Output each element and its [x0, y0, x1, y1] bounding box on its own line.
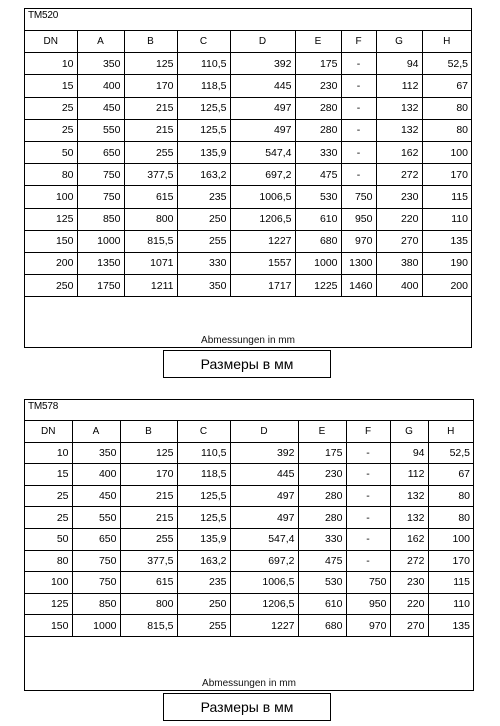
table-cell: 25 — [25, 507, 72, 529]
table-cell: 1206,5 — [230, 593, 298, 615]
table-caption: Abmessungen in mm — [201, 335, 295, 346]
table-cell: 650 — [72, 528, 120, 550]
table-cell: 170 — [124, 75, 177, 97]
russian-caption: Размеры в мм — [163, 693, 331, 721]
table-cell: 497 — [230, 485, 298, 507]
table-cell: 250 — [177, 593, 230, 615]
column-header: D — [230, 421, 298, 443]
table-cell: 350 — [72, 442, 120, 464]
table-cell: 230 — [298, 464, 346, 486]
table-cell: 280 — [298, 507, 346, 529]
column-header: DN — [25, 421, 72, 443]
table-cell: 125,5 — [177, 119, 230, 141]
table-cell: 200 — [422, 275, 471, 297]
table-cell: 255 — [124, 141, 177, 163]
table-cell: 350 — [177, 275, 230, 297]
table-cell: 125,5 — [177, 97, 230, 119]
table-cell: 280 — [295, 119, 341, 141]
table-cell: 800 — [124, 208, 177, 230]
table-cell: 750 — [346, 572, 390, 594]
table-cell: - — [346, 464, 390, 486]
table-cell: 1460 — [341, 275, 376, 297]
table-cell: 750 — [77, 164, 124, 186]
table-cell: 125 — [124, 53, 177, 75]
table-cell: 80 — [25, 164, 77, 186]
table-cell: 1300 — [341, 252, 376, 274]
table-cell: - — [346, 442, 390, 464]
table-cell: 970 — [341, 230, 376, 252]
table-cell: 250 — [177, 208, 230, 230]
column-header: DN — [25, 31, 77, 53]
table-cell: - — [346, 507, 390, 529]
table-cell: 255 — [177, 230, 230, 252]
table-cell: 1000 — [77, 230, 124, 252]
table-cell: - — [341, 164, 376, 186]
table-cell: - — [341, 75, 376, 97]
table-row — [25, 141, 471, 163]
table-cell: 1225 — [295, 275, 341, 297]
table-cell: 750 — [72, 550, 120, 572]
table-row — [25, 119, 471, 141]
column-header: F — [346, 421, 390, 443]
table-cell: - — [346, 528, 390, 550]
dimension-table-panel — [24, 399, 474, 691]
column-header: A — [77, 31, 124, 53]
table-cell: 125 — [25, 208, 77, 230]
table-cell: 750 — [341, 186, 376, 208]
table-cell: 132 — [376, 119, 422, 141]
table-cell: 135 — [422, 230, 471, 252]
table-cell: 215 — [120, 507, 177, 529]
table-cell: 255 — [177, 615, 230, 637]
table-cell: 750 — [72, 572, 120, 594]
table-cell: 135,9 — [177, 528, 230, 550]
table-cell: 112 — [390, 464, 428, 486]
table-cell: 15 — [25, 75, 77, 97]
column-header: G — [390, 421, 428, 443]
table-row — [25, 97, 471, 119]
table-cell: 1006,5 — [230, 186, 295, 208]
table-cell: 94 — [390, 442, 428, 464]
table-cell: 132 — [376, 97, 422, 119]
table-header-row — [25, 421, 473, 443]
table-row — [25, 230, 471, 252]
table-cell: 135,9 — [177, 141, 230, 163]
table-cell: 80 — [428, 485, 473, 507]
table-cell: 850 — [72, 593, 120, 615]
table-cell: 377,5 — [124, 164, 177, 186]
table-cell: 80 — [428, 507, 473, 529]
table-cell: 230 — [376, 186, 422, 208]
table-cell: 80 — [25, 550, 72, 572]
table-cell: 52,5 — [428, 442, 473, 464]
table-cell: 380 — [376, 252, 422, 274]
table-cell: 25 — [25, 97, 77, 119]
column-header: H — [422, 31, 471, 53]
table-cell: 680 — [298, 615, 346, 637]
table-cell: 200 — [25, 252, 77, 274]
table-cell: 970 — [346, 615, 390, 637]
table-cell: 800 — [120, 593, 177, 615]
table-cell: 100 — [422, 141, 471, 163]
table-cell: 170 — [422, 164, 471, 186]
table-cell: 255 — [120, 528, 177, 550]
model-label: TM578 — [28, 401, 59, 412]
table-row — [25, 615, 473, 637]
table-cell: 950 — [341, 208, 376, 230]
table-cell: 170 — [120, 464, 177, 486]
table-row — [25, 53, 471, 75]
table-cell: 650 — [77, 141, 124, 163]
table-cell: 610 — [295, 208, 341, 230]
table-cell: 815,5 — [120, 615, 177, 637]
table-cell: 235 — [177, 186, 230, 208]
table-cell: 272 — [390, 550, 428, 572]
table-cell: - — [341, 97, 376, 119]
table-cell: 547,4 — [230, 141, 295, 163]
table-cell: 25 — [25, 119, 77, 141]
table-cell: 115 — [428, 572, 473, 594]
dimensions-table — [25, 420, 473, 637]
table-row — [25, 485, 473, 507]
table-cell: 1206,5 — [230, 208, 295, 230]
table-row — [25, 208, 471, 230]
table-cell: 497 — [230, 119, 295, 141]
table-cell: 392 — [230, 53, 295, 75]
table-cell: 132 — [390, 485, 428, 507]
table-cell: 175 — [295, 53, 341, 75]
table-cell: 125,5 — [177, 485, 230, 507]
table-cell: 125 — [120, 442, 177, 464]
table-cell: 280 — [295, 97, 341, 119]
table-cell: 270 — [376, 230, 422, 252]
table-cell: 445 — [230, 464, 298, 486]
table-cell: 163,2 — [177, 550, 230, 572]
dimensions-table — [25, 30, 471, 297]
column-header: E — [298, 421, 346, 443]
russian-caption: Размеры в мм — [163, 350, 331, 378]
table-cell: 547,4 — [230, 528, 298, 550]
table-cell: 110,5 — [177, 53, 230, 75]
column-header: F — [341, 31, 376, 53]
table-cell: 497 — [230, 97, 295, 119]
table-cell: 400 — [72, 464, 120, 486]
table-cell: 1717 — [230, 275, 295, 297]
table-cell: 615 — [124, 186, 177, 208]
table-row — [25, 464, 473, 486]
table-cell: 100 — [25, 572, 72, 594]
table-cell: 135 — [428, 615, 473, 637]
table-cell: 475 — [295, 164, 341, 186]
column-header: G — [376, 31, 422, 53]
table-cell: 110 — [428, 593, 473, 615]
table-cell: 530 — [298, 572, 346, 594]
table-cell: 1000 — [295, 252, 341, 274]
table-cell: 125 — [25, 593, 72, 615]
table-cell: 250 — [25, 275, 77, 297]
table-cell: 132 — [390, 507, 428, 529]
column-header: C — [177, 421, 230, 443]
table-cell: 100 — [428, 528, 473, 550]
table-cell: 1227 — [230, 615, 298, 637]
table-cell: 170 — [428, 550, 473, 572]
table-cell: 25 — [25, 485, 72, 507]
table-cell: - — [346, 485, 390, 507]
table-cell: 950 — [346, 593, 390, 615]
table-cell: 50 — [25, 528, 72, 550]
table-cell: 445 — [230, 75, 295, 97]
table-cell: 67 — [422, 75, 471, 97]
table-row — [25, 507, 473, 529]
table-cell: 50 — [25, 141, 77, 163]
table-cell: 475 — [298, 550, 346, 572]
table-cell: 118,5 — [177, 464, 230, 486]
table-cell: 230 — [390, 572, 428, 594]
column-header: E — [295, 31, 341, 53]
table-cell: 118,5 — [177, 75, 230, 97]
table-cell: 1211 — [124, 275, 177, 297]
table-row — [25, 572, 473, 594]
table-row — [25, 528, 473, 550]
table-cell: 377,5 — [120, 550, 177, 572]
table-cell: 230 — [295, 75, 341, 97]
table-cell: 215 — [124, 97, 177, 119]
dimension-table-panel — [24, 8, 472, 348]
table-cell: 10 — [25, 442, 72, 464]
table-cell: 815,5 — [124, 230, 177, 252]
table-cell: 125,5 — [177, 507, 230, 529]
table-cell: 1071 — [124, 252, 177, 274]
table-caption: Abmessungen in mm — [202, 678, 296, 689]
table-cell: 15 — [25, 464, 72, 486]
table-cell: 330 — [298, 528, 346, 550]
table-cell: 112 — [376, 75, 422, 97]
table-cell: 150 — [25, 230, 77, 252]
table-cell: 215 — [120, 485, 177, 507]
table-cell: 10 — [25, 53, 77, 75]
table-cell: 162 — [376, 141, 422, 163]
table-cell: 280 — [298, 485, 346, 507]
table-cell: 163,2 — [177, 164, 230, 186]
table-cell: 450 — [77, 97, 124, 119]
table-cell: - — [341, 53, 376, 75]
table-cell: 1006,5 — [230, 572, 298, 594]
table-cell: 215 — [124, 119, 177, 141]
table-cell: 1000 — [72, 615, 120, 637]
table-cell: 330 — [177, 252, 230, 274]
table-cell: - — [346, 550, 390, 572]
table-cell: 400 — [376, 275, 422, 297]
table-cell: 80 — [422, 119, 471, 141]
table-cell: 235 — [177, 572, 230, 594]
table-row — [25, 275, 471, 297]
table-cell: - — [341, 141, 376, 163]
table-cell: 392 — [230, 442, 298, 464]
table-cell: 115 — [422, 186, 471, 208]
table-cell: 270 — [390, 615, 428, 637]
table-cell: 450 — [72, 485, 120, 507]
table-row — [25, 75, 471, 97]
table-cell: 175 — [298, 442, 346, 464]
column-header: D — [230, 31, 295, 53]
column-header: A — [72, 421, 120, 443]
column-header: B — [124, 31, 177, 53]
table-cell: 190 — [422, 252, 471, 274]
table-cell: 272 — [376, 164, 422, 186]
table-cell: 850 — [77, 208, 124, 230]
table-cell: 162 — [390, 528, 428, 550]
table-cell: 530 — [295, 186, 341, 208]
table-cell: 1227 — [230, 230, 295, 252]
table-cell: 1557 — [230, 252, 295, 274]
table-row — [25, 593, 473, 615]
table-cell: 750 — [77, 186, 124, 208]
table-cell: 550 — [77, 119, 124, 141]
table-cell: 67 — [428, 464, 473, 486]
table-cell: 400 — [77, 75, 124, 97]
table-cell: 497 — [230, 507, 298, 529]
table-cell: 615 — [120, 572, 177, 594]
table-cell: 150 — [25, 615, 72, 637]
table-cell: 330 — [295, 141, 341, 163]
table-cell: 697,2 — [230, 550, 298, 572]
table-cell: 350 — [77, 53, 124, 75]
table-cell: 110,5 — [177, 442, 230, 464]
model-label: TM520 — [28, 10, 59, 21]
table-cell: 680 — [295, 230, 341, 252]
table-cell: 94 — [376, 53, 422, 75]
table-cell: - — [341, 119, 376, 141]
column-header: H — [428, 421, 473, 443]
table-row — [25, 550, 473, 572]
table-row — [25, 442, 473, 464]
column-header: B — [120, 421, 177, 443]
table-cell: 1350 — [77, 252, 124, 274]
table-cell: 52,5 — [422, 53, 471, 75]
column-header: C — [177, 31, 230, 53]
table-cell: 550 — [72, 507, 120, 529]
table-row — [25, 186, 471, 208]
table-cell: 610 — [298, 593, 346, 615]
table-header-row — [25, 31, 471, 53]
table-cell: 220 — [376, 208, 422, 230]
table-cell: 110 — [422, 208, 471, 230]
table-cell: 1750 — [77, 275, 124, 297]
table-cell: 100 — [25, 186, 77, 208]
table-row — [25, 164, 471, 186]
table-row — [25, 252, 471, 274]
table-cell: 80 — [422, 97, 471, 119]
table-cell: 220 — [390, 593, 428, 615]
table-cell: 697,2 — [230, 164, 295, 186]
